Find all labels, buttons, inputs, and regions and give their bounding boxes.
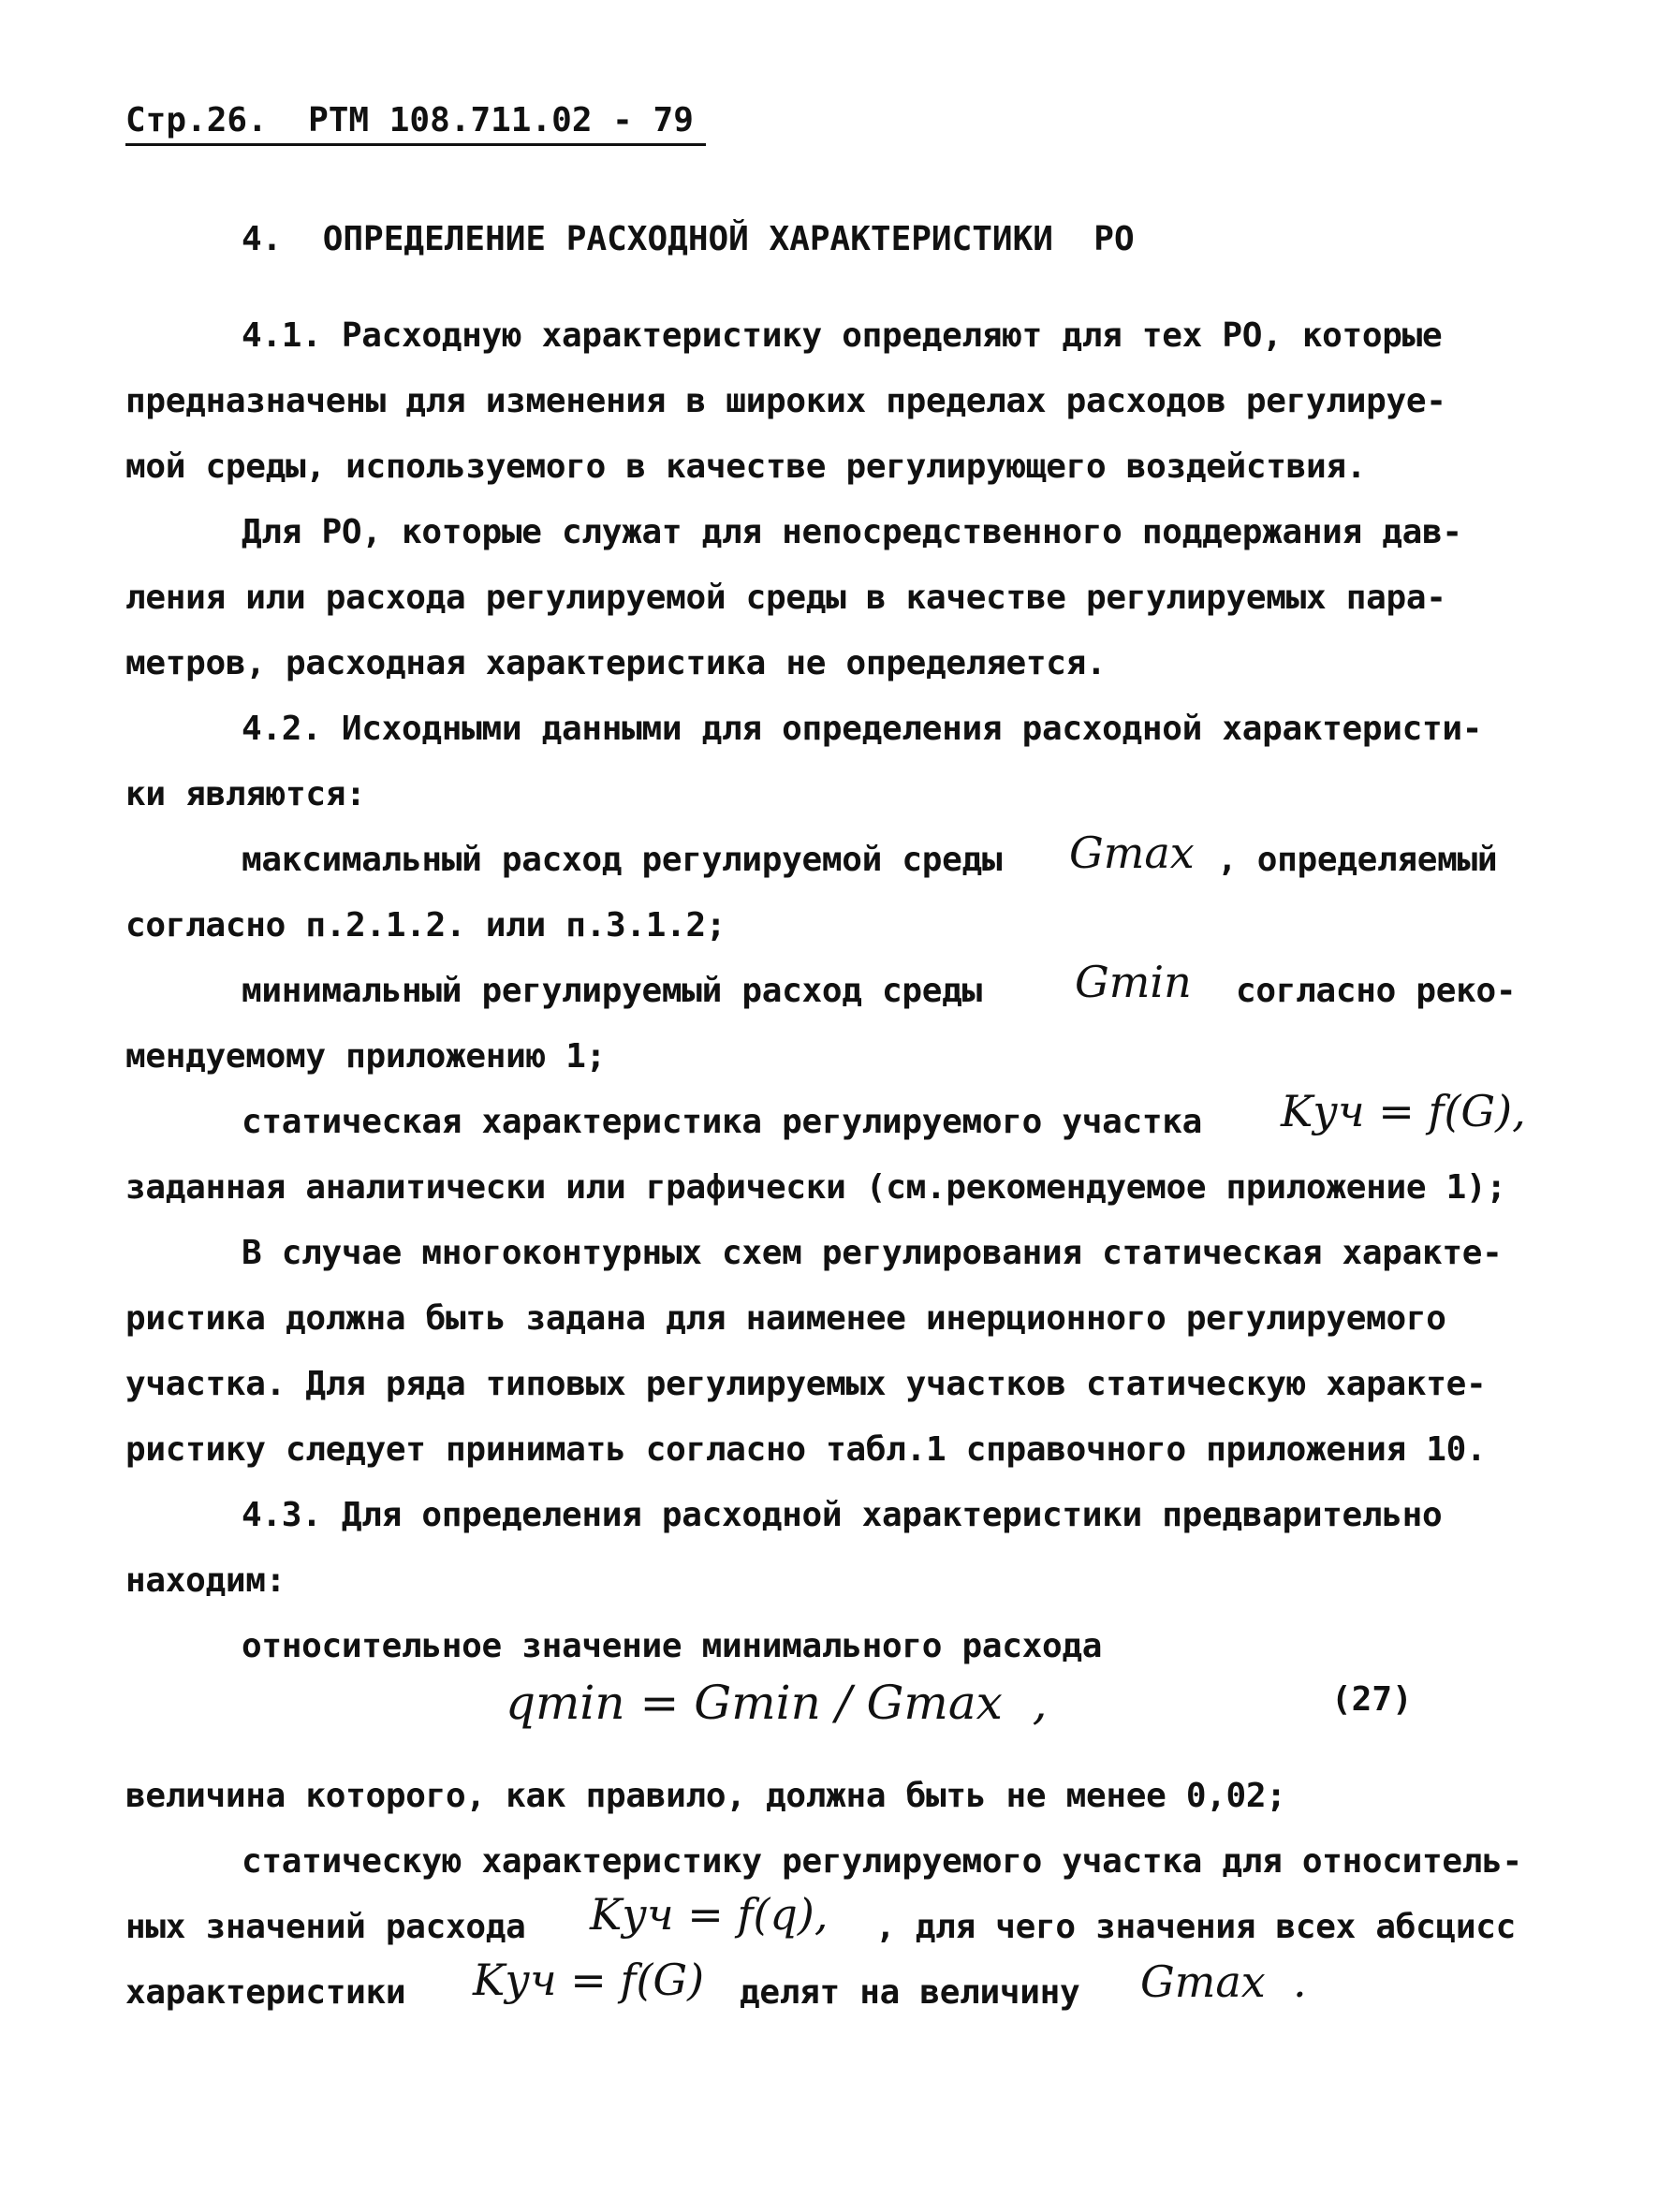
body-line: В случае многоконтурных схем регулирования статическая характе-	[242, 1234, 1503, 1272]
body-line: максимальный расход регулируемой среды	[242, 841, 1003, 879]
body-line: участка. Для ряда типовых регулируемых участков статическую характе-	[125, 1365, 1487, 1403]
handwritten-formula-qmin: qmin = Gmin / Gmax ,	[506, 1676, 1048, 1730]
body-line: статическую характеристику регулируемого участка для относитель-	[242, 1842, 1522, 1881]
section-title: 4. ОПРЕДЕЛЕНИЕ РАСХОДНОЙ ХАРАКТЕРИСТИКИ РО	[242, 220, 1135, 258]
handwritten-kyr-g2: Kуч = f(G)	[473, 1955, 705, 2005]
handwritten-kyr-q: Kуч = f(q),	[590, 1889, 829, 1940]
body-line: относительное значение минимального расхода	[242, 1627, 1103, 1665]
body-line: ных значений расхода	[125, 1908, 526, 1946]
body-line: 4.2. Исходными данными для определения расходной характеристи-	[242, 710, 1483, 748]
body-line: характеристики	[125, 1973, 406, 2012]
body-line: предназначены для изменения в широких пределах расходов регулируе-	[125, 382, 1446, 420]
body-line: ления или расхода регулируемой среды в качестве регулируемых пара-	[125, 579, 1446, 617]
body-line: минимальный регулируемый расход среды	[242, 972, 982, 1010]
body-line: заданная аналитически или графически (см.рекомендуемое приложение 1);	[125, 1168, 1506, 1207]
body-line: Для РО, которые служат для непосредственного поддержания дав-	[242, 513, 1462, 551]
body-line: статическая характеристика регулируемого участка	[242, 1103, 1202, 1141]
equation-number: (27)	[1331, 1680, 1413, 1719]
body-line: , для чего значения всех абсцисс	[875, 1908, 1516, 1946]
body-line: согласно п.2.1.2. или п.3.1.2;	[125, 906, 726, 945]
body-line: 4.1. Расходную характеристику определяют для тех РО, которые	[242, 316, 1443, 355]
body-line: ристика должна быть задана для наименее инерционного регулируемого	[125, 1299, 1446, 1338]
header-underline	[125, 143, 706, 146]
body-line: мой среды, используемого в качестве регулирующего воздействия.	[125, 447, 1367, 486]
body-line: мендуемому приложению 1;	[125, 1037, 606, 1076]
body-line: ки являются:	[125, 775, 366, 813]
body-line: согласно реко-	[1236, 972, 1517, 1010]
page-header: Стр.26. РТМ 108.711.02 - 79	[125, 101, 694, 139]
body-line: 4.3. Для определения расходной характеристики предварительно	[242, 1496, 1443, 1534]
handwritten-kyr-g: Kуч = f(G),	[1281, 1086, 1526, 1136]
body-line: находим:	[125, 1561, 286, 1600]
handwritten-gmax-2: Gmax .	[1140, 1956, 1307, 2007]
body-line: делят на величину	[740, 1973, 1080, 2012]
body-line: , определяемый	[1217, 841, 1498, 879]
body-line: метров, расходная характеристика не определяется.	[125, 644, 1107, 682]
body-line: величина которого, как правило, должна быть не менее 0,02;	[125, 1777, 1286, 1815]
body-line: ристику следует принимать согласно табл.1 справочного приложения 10.	[125, 1430, 1487, 1469]
handwritten-gmax: Gmax	[1069, 828, 1195, 878]
handwritten-gmin: Gmin	[1075, 957, 1192, 1007]
